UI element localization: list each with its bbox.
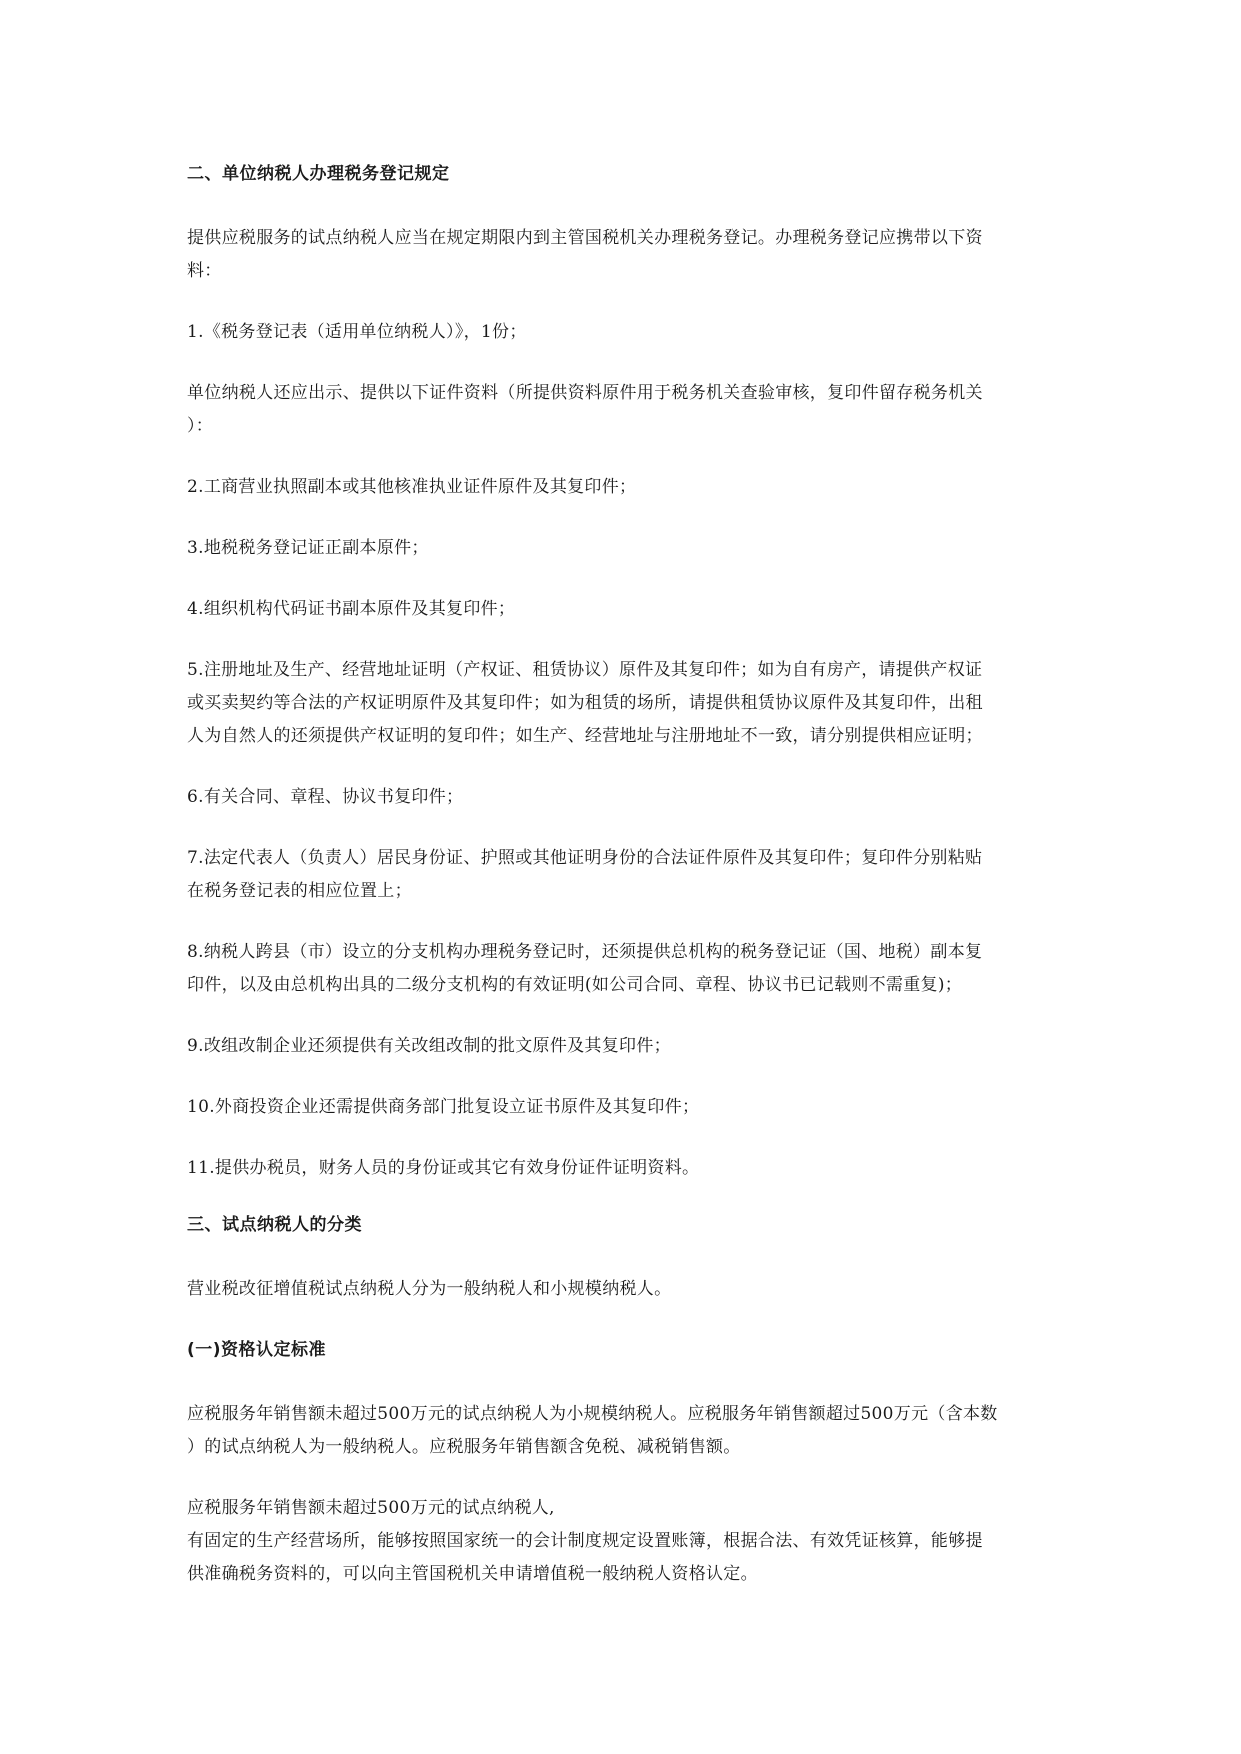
- list-item: [187, 781, 1057, 814]
- text-line: 1.《税务登记表（适用单位纳税人）》，1份；: [187, 322, 527, 342]
- text-line: ）的试点纳税人为一般纳税人。应税服务年销售额含免税、减税销售额。: [187, 1437, 741, 1457]
- text-line: 10.外商投资企业还需提供商务部门批复设立证书原件及其复印件；: [187, 1097, 700, 1117]
- list-item: [187, 654, 1057, 753]
- list-item: [187, 316, 1057, 349]
- text-line: 单位纳税人还应出示、提供以下证件资料（所提供资料原件用于税务机关查验审核，复印件留存税务机关: [187, 383, 983, 403]
- list-item: [187, 842, 1057, 908]
- section-heading: 二、单位纳税人办理税务登记规定: [187, 164, 450, 184]
- list-item: [187, 936, 1057, 1002]
- paragraph: [187, 222, 1057, 288]
- text-line: 料：: [187, 261, 222, 281]
- text-line: 有固定的生产经营场所，能够按照国家统一的会计制度规定设置账簿，根据合法、有效凭证核算，能够提: [187, 1531, 983, 1551]
- text-line: 9.改组改制企业还须提供有关改组改制的批文原件及其复印件；: [187, 1036, 671, 1056]
- text-line: 印件，以及由总机构出具的二级分支机构的有效证明(如公司合同、章程、协议书已记载则不需重复)；: [187, 975, 963, 995]
- text-line: 在税务登记表的相应位置上；: [187, 881, 412, 901]
- text-line: ）：: [187, 416, 214, 436]
- text-line: 5.注册地址及生产、经营地址证明（产权证、租赁协议）原件及其复印件；如为自有房产，请提供产权证: [187, 660, 983, 680]
- list-item: [187, 532, 1057, 565]
- text-line: 6.有关合同、章程、协议书复印件；: [187, 787, 464, 807]
- text-line: 2.工商营业执照副本或其他核准执业证件原件及其复印件；: [187, 477, 637, 497]
- paragraph: [187, 1398, 1057, 1464]
- paragraph: [187, 377, 1057, 443]
- subsection-heading: (一)资格认定标准: [187, 1340, 327, 1360]
- text-line: 或买卖契约等合法的产权证明原件及其复印件；如为租赁的场所，请提供租赁协议原件及其复印件，出租: [187, 693, 983, 713]
- text-line: 人为自然人的还须提供产权证明的复印件；如生产、经营地址与注册地址不一致，请分别提供相应证明；: [187, 726, 983, 746]
- document-body: [187, 158, 1057, 1619]
- list-item: [187, 1091, 1057, 1124]
- paragraph: [187, 1492, 1057, 1591]
- paragraph: [187, 1273, 1057, 1306]
- list-item: [187, 471, 1057, 504]
- text-line: 供准确税务资料的，可以向主管国税机关申请增值税一般纳税人资格认定。: [187, 1564, 758, 1584]
- text-line: 8.纳税人跨县（市）设立的分支机构办理税务登记时，还须提供总机构的税务登记证（国、地税）副本复: [187, 942, 983, 962]
- text-line: 应税服务年销售额未超过500万元的试点纳税人为小规模纳税人。应税服务年销售额超过500万元（含本数: [187, 1404, 998, 1424]
- list-item: [187, 1152, 1057, 1185]
- list-item: [187, 593, 1057, 626]
- text-line: 4.组织机构代码证书副本原件及其复印件；: [187, 599, 516, 619]
- text-line: 11.提供办税员，财务人员的身份证或其它有效身份证件证明资料。: [187, 1158, 700, 1178]
- text-line: 3.地税税务登记证正副本原件；: [187, 538, 429, 558]
- section-heading: 三、试点纳税人的分类: [187, 1215, 362, 1235]
- text-line: 营业税改征增值税试点纳税人分为一般纳税人和小规模纳税人。: [187, 1279, 672, 1299]
- text-line: 应税服务年销售额未超过500万元的试点纳税人,: [187, 1498, 555, 1518]
- text-line: 提供应税服务的试点纳税人应当在规定期限内到主管国税机关办理税务登记。办理税务登记应携带以下资: [187, 228, 983, 248]
- text-line: 7.法定代表人（负责人）居民身份证、护照或其他证明身份的合法证件原件及其复印件；复印件分别粘贴: [187, 848, 983, 868]
- list-item: [187, 1030, 1057, 1063]
